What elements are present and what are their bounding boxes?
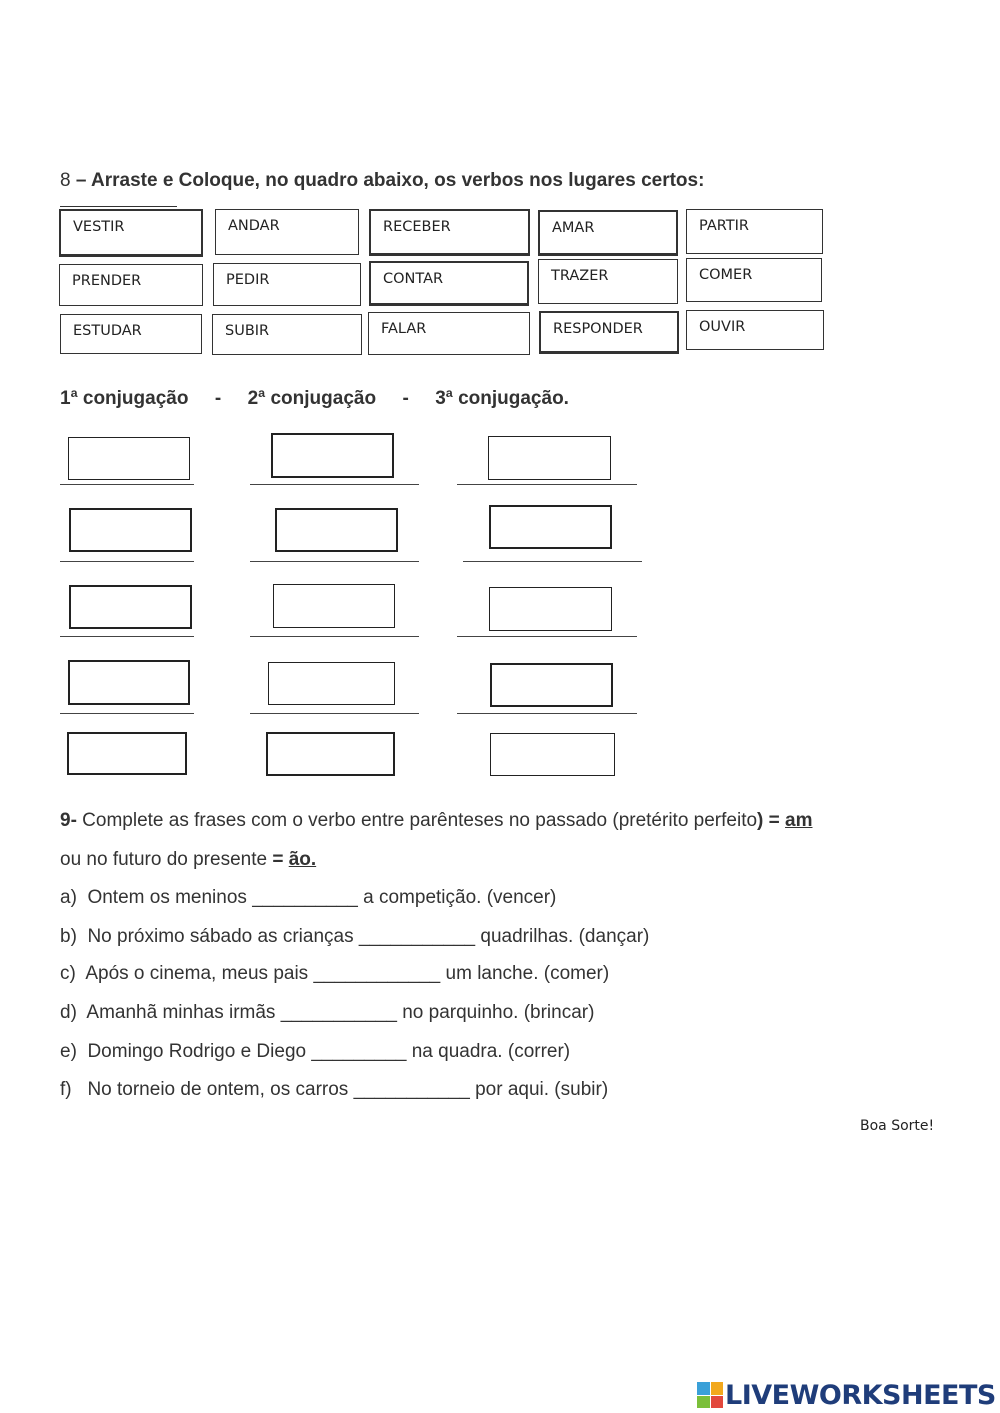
drop-zone-2nd-conj-4[interactable] <box>268 662 395 705</box>
drop-zone-3rd-conj-3[interactable] <box>489 587 612 631</box>
verb-card-subir[interactable]: SUBIR <box>212 314 362 355</box>
answer-line <box>457 636 637 637</box>
drop-zone-2nd-conj-1[interactable] <box>271 433 394 478</box>
verb-card-amar[interactable]: AMAR <box>538 210 678 256</box>
brand-name: LIVEWORKSHEETS <box>725 1379 996 1411</box>
verb-card-ouvir[interactable]: OUVIR <box>686 310 824 350</box>
drop-zone-2nd-conj-2[interactable] <box>275 508 398 552</box>
conjugation-headers <box>60 388 569 410</box>
answer-line <box>250 713 419 714</box>
drop-zone-2nd-conj-5[interactable] <box>266 732 395 776</box>
header-3rd-conjugation: 3ª conjugação. <box>435 388 569 409</box>
header-dash: - <box>402 388 409 409</box>
verb-card-vestir[interactable]: VESTIR <box>59 209 203 257</box>
verb-card-prender[interactable]: PRENDER <box>59 264 203 306</box>
verb-card-trazer[interactable]: TRAZER <box>538 259 678 304</box>
header-2nd-conjugation: 2ª conjugação <box>247 388 377 409</box>
q9-item-a: a) Ontem os meninos __________ a competição. (vencer) <box>60 887 557 908</box>
answer-line <box>463 561 642 562</box>
liveworksheets-logo-icon <box>697 1382 723 1408</box>
q9-item-b: b) No próximo sábado as crianças ___________ quadrilhas. (dançar) <box>60 926 650 947</box>
answer-line <box>60 561 194 562</box>
q9-item-f: f) No torneio de ontem, os carros ___________ por aqui. (subir) <box>60 1079 609 1100</box>
drop-zone-3rd-conj-5[interactable] <box>490 733 615 776</box>
good-luck-note: Boa Sorte! <box>860 1118 935 1134</box>
q9-item-d: d) Amanhã minhas irmãs ___________ no parquinho. (brincar) <box>60 1002 595 1023</box>
answer-line <box>457 484 637 485</box>
answer-line <box>250 636 419 637</box>
q9-item-e: e) Domingo Rodrigo e Diego _________ na quadra. (correr) <box>60 1041 571 1062</box>
drop-zone-1st-conj-3[interactable] <box>69 585 192 629</box>
answer-line <box>60 636 194 637</box>
drop-zone-1st-conj-2[interactable] <box>69 508 192 552</box>
verb-card-comer[interactable]: COMER <box>686 258 822 302</box>
verb-card-pedir[interactable]: PEDIR <box>213 263 361 306</box>
drop-zone-3rd-conj-1[interactable] <box>488 436 611 480</box>
q9-instruction-line2: ou no futuro do presente = ão. <box>60 849 317 870</box>
q8-title: 8 – Arraste e Coloque, no quadro abaixo, os verbos nos lugares certos: <box>60 170 705 191</box>
title-underline <box>60 206 177 207</box>
verb-card-receber[interactable]: RECEBER <box>369 209 530 256</box>
answer-line <box>250 561 419 562</box>
liveworksheets-brand[interactable] <box>697 1377 996 1413</box>
q9-item-c: c) Após o cinema, meus pais ____________ um lanche. (comer) <box>60 963 610 984</box>
answer-line <box>60 484 194 485</box>
verb-card-responder[interactable]: RESPONDER <box>539 311 679 354</box>
verb-card-contar[interactable]: CONTAR <box>369 261 529 306</box>
answer-line <box>457 713 637 714</box>
drop-zone-3rd-conj-4[interactable] <box>490 663 613 707</box>
drop-zone-1st-conj-4[interactable] <box>68 660 190 705</box>
verb-card-partir[interactable]: PARTIR <box>686 209 823 254</box>
verb-card-andar[interactable]: ANDAR <box>215 209 359 255</box>
answer-line <box>60 713 194 714</box>
drop-zone-1st-conj-1[interactable] <box>68 437 190 480</box>
answer-line <box>250 484 419 485</box>
drop-zone-2nd-conj-3[interactable] <box>273 584 395 628</box>
header-dash: - <box>214 388 222 409</box>
drop-zone-3rd-conj-2[interactable] <box>489 505 612 549</box>
q9-instruction-line1: 9- Complete as frases com o verbo entre parênteses no passado (pretérito perfeito) = am <box>60 810 813 831</box>
verb-card-falar[interactable]: FALAR <box>368 312 530 355</box>
verb-card-estudar[interactable]: ESTUDAR <box>60 314 202 354</box>
header-1st-conjugation: 1ª conjugação <box>60 388 189 409</box>
drop-zone-1st-conj-5[interactable] <box>67 732 187 775</box>
